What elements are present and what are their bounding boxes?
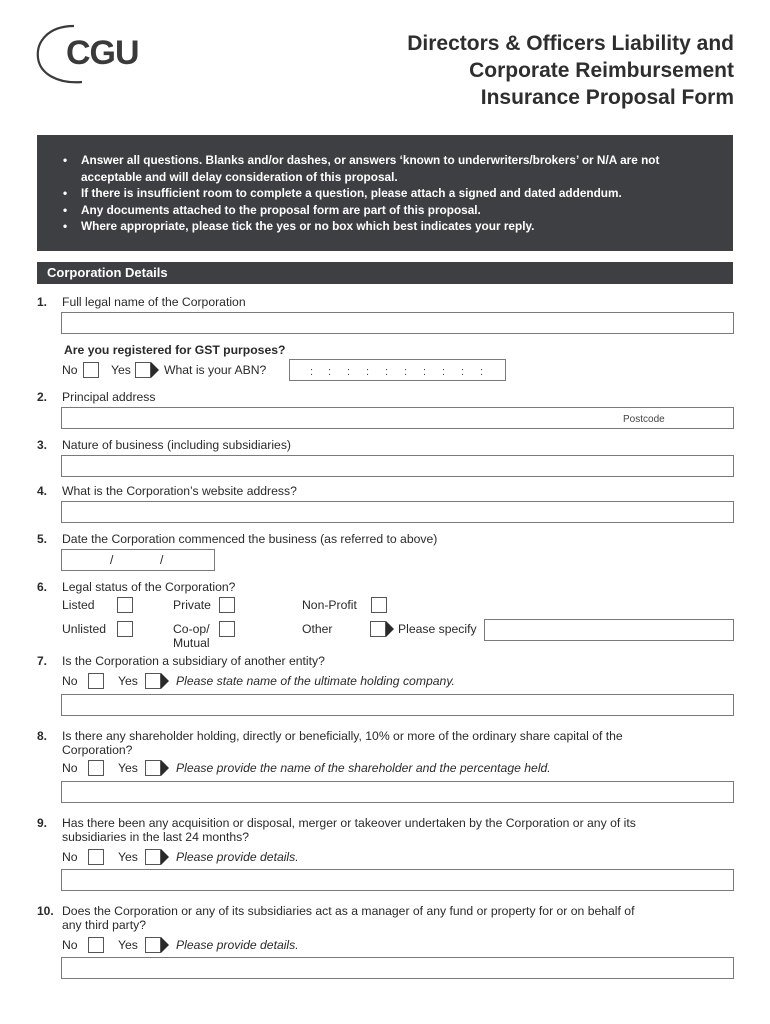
abn-separator: : — [366, 366, 370, 378]
abn-separator: : — [423, 366, 427, 378]
abn-input[interactable] — [289, 359, 506, 381]
question-text: subsidiaries in the last 24 months? — [62, 830, 249, 844]
gst-question: Are you registered for GST purposes? — [64, 343, 286, 357]
abn-separator: : — [480, 366, 484, 378]
q10-yes-label: Yes — [118, 938, 138, 952]
section-title: Corporation Details — [47, 265, 168, 280]
question-number: 6. — [37, 580, 48, 594]
arrow-right-icon — [161, 937, 169, 953]
q8-prompt: Please provide the name of the shareholder and the percentage held. — [176, 761, 551, 775]
instruction-item: • Any documents attached to the proposal form are part of this proposal. — [61, 202, 721, 219]
q8-yes-label: Yes — [118, 761, 138, 775]
shareholder-input[interactable] — [61, 781, 734, 803]
section-header — [37, 262, 733, 284]
private-label: Private — [173, 598, 211, 612]
q7-no-label: No — [62, 674, 78, 688]
arrow-right-icon — [161, 673, 169, 689]
q8-no-checkbox[interactable] — [88, 760, 104, 776]
holding-company-input[interactable] — [61, 694, 734, 716]
q9-prompt: Please provide details. — [176, 850, 299, 864]
question-text: What is the Corporation’s website address? — [62, 484, 297, 498]
gst-no-checkbox[interactable] — [83, 362, 99, 378]
title-line: Corporate Reimbursement — [469, 59, 734, 82]
title-line: Insurance Proposal Form — [480, 86, 734, 109]
q9-yes-checkbox[interactable] — [145, 849, 161, 865]
please-specify-label: Please specify — [398, 622, 477, 636]
nature-of-business-input[interactable] — [61, 455, 734, 477]
q9-no-label: No — [62, 850, 78, 864]
question-text: Is the Corporation a subsidiary of another entity? — [62, 654, 325, 668]
question-text: Is there any shareholder holding, directly or beneficially, 10% or more of the ordinary share capital of the — [62, 729, 623, 743]
question-text: Corporation? — [62, 743, 133, 757]
question-number: 4. — [37, 484, 48, 498]
q8-yes-checkbox[interactable] — [145, 760, 161, 776]
q7-yes-label: Yes — [118, 674, 138, 688]
cgu-logo — [34, 22, 154, 92]
abn-separator: : — [385, 366, 389, 378]
postcode-label: Postcode — [623, 414, 665, 425]
q9-no-checkbox[interactable] — [88, 849, 104, 865]
abn-prompt: What is your ABN? — [164, 363, 267, 377]
question-number: 1. — [37, 295, 48, 309]
instruction-item: • Answer all questions. Blanks and/or dashes, or answers ‘known to underwriters/brokers’ or N/A are not acceptable and will delay consideration of this proposal. — [61, 152, 721, 185]
arrow-right-icon — [151, 362, 159, 378]
abn-separator: : — [404, 366, 408, 378]
listed-checkbox[interactable] — [117, 597, 133, 613]
question-text: Date the Corporation commenced the business (as referred to above) — [62, 532, 438, 546]
q9-yes-label: Yes — [118, 850, 138, 864]
q10-no-label: No — [62, 938, 78, 952]
question-text: Full legal name of the Corporation — [62, 295, 246, 309]
coop-checkbox[interactable] — [219, 621, 235, 637]
arrow-right-icon — [161, 760, 169, 776]
listed-label: Listed — [62, 598, 95, 612]
question-number: 10. — [37, 904, 54, 918]
arrow-right-icon — [161, 849, 169, 865]
title-line: Directors & Officers Liability and — [407, 32, 734, 55]
unlisted-checkbox[interactable] — [117, 621, 133, 637]
question-text: Legal status of the Corporation? — [62, 580, 236, 594]
logo-text: CGU — [66, 34, 139, 72]
commencement-date-input[interactable] — [61, 549, 215, 571]
q10-no-checkbox[interactable] — [88, 937, 104, 953]
q10-prompt: Please provide details. — [176, 938, 299, 952]
question-text: Principal address — [62, 390, 156, 404]
question-text: Has there been any acquisition or disposal, merger or takeover undertaken by the Corporation or any of its — [62, 816, 636, 830]
gst-yes-checkbox[interactable] — [135, 362, 151, 378]
q7-prompt: Please state name of the ultimate holding company. — [176, 674, 455, 688]
q7-yes-checkbox[interactable] — [145, 673, 161, 689]
unlisted-label: Unlisted — [62, 622, 107, 636]
date-separator: / — [160, 553, 164, 567]
question-text: Does the Corporation or any of its subsidiaries act as a manager of any fund or property for or on behalf of — [62, 904, 635, 918]
abn-separator: : — [310, 366, 314, 378]
question-number: 7. — [37, 654, 48, 668]
abn-separator: : — [442, 366, 446, 378]
private-checkbox[interactable] — [219, 597, 235, 613]
corporation-name-input[interactable] — [61, 312, 734, 334]
page-title — [314, 30, 734, 111]
date-separator: / — [110, 553, 114, 567]
question-number: 8. — [37, 729, 48, 743]
question-number: 3. — [37, 438, 48, 452]
abn-separator: : — [328, 366, 332, 378]
website-input[interactable] — [61, 501, 734, 523]
question-text: any third party? — [62, 918, 147, 932]
question-number: 9. — [37, 816, 48, 830]
gst-yes-label: Yes — [111, 363, 131, 377]
question-number: 5. — [37, 532, 48, 546]
other-label: Other — [302, 622, 333, 636]
principal-address-input[interactable] — [61, 407, 734, 429]
other-specify-input[interactable] — [484, 619, 734, 641]
arrow-right-icon — [386, 621, 394, 637]
instructions-box — [37, 135, 733, 251]
coop-label: Co-op/ — [173, 622, 210, 636]
q10-yes-checkbox[interactable] — [145, 937, 161, 953]
acquisition-details-input[interactable] — [61, 869, 734, 891]
instruction-item: • Where appropriate, please tick the yes or no box which best indicates your reply. — [61, 218, 721, 235]
q8-no-label: No — [62, 761, 78, 775]
abn-separator: : — [347, 366, 351, 378]
non-profit-checkbox[interactable] — [371, 597, 387, 613]
non-profit-label: Non-Profit — [302, 598, 357, 612]
other-checkbox[interactable] — [370, 621, 386, 637]
instruction-item: • If there is insufficient room to complete a question, please attach a signed and dated addendum. — [61, 185, 721, 202]
q7-no-checkbox[interactable] — [88, 673, 104, 689]
fund-manager-details-input[interactable] — [61, 957, 734, 979]
question-text: Nature of business (including subsidiaries) — [62, 438, 291, 452]
gst-no-label: No — [62, 363, 78, 377]
abn-separator: : — [461, 366, 465, 378]
question-number: 2. — [37, 390, 48, 404]
mutual-label: Mutual — [173, 636, 210, 650]
